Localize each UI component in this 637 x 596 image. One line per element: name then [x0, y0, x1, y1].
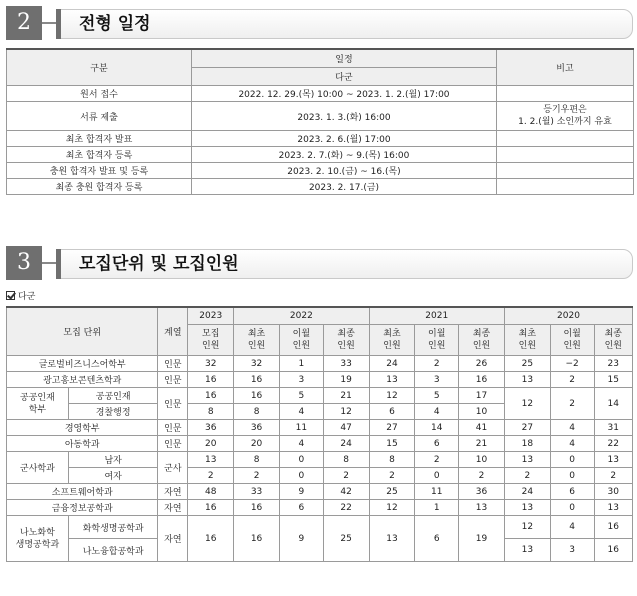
header-text: 최종 — [337, 329, 355, 339]
header-track: 계열 — [158, 307, 188, 356]
table-row — [7, 452, 633, 468]
value-cell: 31 — [594, 420, 632, 436]
value-cell: 32 — [188, 356, 234, 372]
section-3-header — [6, 246, 633, 280]
value-cell: 4 — [279, 404, 323, 420]
value-cell: 13 — [504, 539, 550, 562]
header-remark: 비고 — [497, 49, 634, 86]
row-note — [497, 179, 634, 195]
unit-name: 금융정보공학과 — [7, 500, 158, 516]
value-cell: 15 — [594, 372, 632, 388]
value-cell: 16 — [594, 516, 632, 539]
value-cell: 12 — [504, 388, 550, 420]
value-cell: 8 — [369, 452, 415, 468]
value-cell: 12 — [369, 388, 415, 404]
table-row — [7, 163, 634, 179]
row-date: 2023. 2. 7.(화) ~ 9.(목) 16:00 — [192, 147, 497, 163]
table-row — [7, 86, 634, 102]
header-text: 모집 — [202, 329, 220, 339]
value-cell: 2 — [415, 356, 459, 372]
checkbox-checked-icon — [6, 291, 15, 300]
header-text: 인원 — [383, 341, 401, 351]
row-date: 2023. 2. 17.(금) — [192, 179, 497, 195]
header-text: 인원 — [604, 341, 622, 351]
value-cell: 4 — [550, 436, 594, 452]
value-cell: 24 — [369, 356, 415, 372]
value-cell: 8 — [234, 404, 280, 420]
value-cell: 1 — [279, 356, 323, 372]
value-cell: 2 — [369, 468, 415, 484]
section-number: 2 — [6, 6, 42, 40]
unit-name: 여자 — [68, 468, 158, 484]
value-cell: 5 — [279, 388, 323, 404]
value-cell: 0 — [550, 452, 594, 468]
value-cell: 33 — [234, 484, 280, 500]
value-cell: 8 — [234, 452, 280, 468]
header-first — [504, 325, 550, 356]
value-cell: 16 — [188, 516, 234, 562]
value-cell: 27 — [369, 420, 415, 436]
value-cell: 0 — [279, 452, 323, 468]
section-2-header — [6, 6, 633, 40]
value-cell: 4 — [550, 420, 594, 436]
value-cell: 5 — [415, 388, 459, 404]
value-cell: 19 — [323, 372, 369, 388]
unit-group — [7, 388, 69, 420]
group-text: 학부 — [28, 404, 47, 415]
value-cell: 10 — [459, 404, 505, 420]
value-cell: 13 — [504, 452, 550, 468]
note-line: 등기우편은 — [543, 105, 587, 115]
value-cell: 36 — [459, 484, 505, 500]
note-line: 1. 2.(월) 소인까지 유효 — [518, 117, 612, 127]
table-row — [7, 131, 634, 147]
header-text: 인원 — [472, 341, 491, 351]
value-cell: 16 — [459, 372, 505, 388]
track: 자연 — [158, 500, 188, 516]
row-note — [497, 102, 634, 131]
value-cell: 2 — [550, 372, 594, 388]
value-cell: 3 — [415, 372, 459, 388]
header-year: 2022 — [234, 307, 369, 325]
value-cell: 13 — [504, 372, 550, 388]
value-cell: 26 — [459, 356, 505, 372]
unit-group: 군사학과 — [7, 452, 69, 484]
value-cell: 3 — [550, 539, 594, 562]
header-first — [234, 325, 280, 356]
table-row — [7, 436, 633, 452]
value-cell: 21 — [323, 388, 369, 404]
value-cell: 9 — [279, 516, 323, 562]
header-text: 이월 — [292, 329, 311, 339]
unit-name: 광고홍보콘텐츠학과 — [7, 372, 158, 388]
value-cell: 2 — [188, 468, 234, 484]
value-cell: 24 — [323, 436, 369, 452]
value-cell: 1 — [415, 500, 459, 516]
row-label: 최초 합격자 발표 — [7, 131, 192, 147]
value-cell: 13 — [594, 452, 632, 468]
unit-name: 화학생명공학과 — [68, 516, 158, 539]
table-row — [7, 179, 634, 195]
value-cell: 41 — [459, 420, 505, 436]
track: 자연 — [158, 484, 188, 500]
value-cell: 33 — [323, 356, 369, 372]
header-text: 인원 — [292, 341, 311, 351]
value-cell: 20 — [188, 436, 234, 452]
value-cell: 15 — [369, 436, 415, 452]
connector-line — [42, 22, 56, 24]
value-cell: 2 — [415, 452, 459, 468]
value-cell: 16 — [234, 388, 280, 404]
header-sub: 다군 — [192, 68, 497, 86]
unit-name: 아동학과 — [7, 436, 158, 452]
header-text: 인원 — [428, 341, 446, 351]
value-cell: 22 — [594, 436, 632, 452]
value-cell: 12 — [369, 500, 415, 516]
value-cell: 2 — [323, 468, 369, 484]
group-text: 공공인재 — [20, 392, 55, 403]
unit-name: 공공인재 — [68, 388, 158, 404]
value-cell: 6 — [415, 516, 459, 562]
value-cell: 25 — [323, 516, 369, 562]
header-year: 2021 — [369, 307, 504, 325]
header-text: 최종 — [472, 329, 491, 339]
header-first — [369, 325, 415, 356]
table-row — [7, 372, 633, 388]
section-number: 3 — [6, 246, 42, 280]
table-row — [7, 468, 633, 484]
table-row — [7, 102, 634, 131]
table-row — [7, 516, 633, 539]
header-final — [323, 325, 369, 356]
track: 인문 — [158, 436, 188, 452]
schedule-table — [6, 48, 634, 195]
table-row — [7, 500, 633, 516]
header-text: 최초 — [247, 329, 266, 339]
value-cell: 4 — [550, 516, 594, 539]
value-cell: 25 — [504, 356, 550, 372]
section-title-bar — [56, 9, 633, 39]
value-cell: 30 — [594, 484, 632, 500]
track: 군사 — [158, 452, 188, 484]
row-label: 원서 접수 — [7, 86, 192, 102]
section-title: 전형 일정 — [79, 14, 151, 34]
row-date: 2023. 2. 6.(월) 17:00 — [192, 131, 497, 147]
value-cell: 13 — [188, 452, 234, 468]
value-cell: 2 — [234, 468, 280, 484]
value-cell: 17 — [459, 388, 505, 404]
track: 인문 — [158, 356, 188, 372]
header-unit: 모집 단위 — [7, 307, 158, 356]
value-cell: 16 — [234, 500, 280, 516]
value-cell: 2 — [550, 388, 594, 420]
value-cell: 11 — [415, 484, 459, 500]
value-cell: 6 — [279, 500, 323, 516]
value-cell: 16 — [234, 516, 280, 562]
value-cell: 12 — [323, 404, 369, 420]
header-text: 인원 — [337, 341, 355, 351]
header-text: 이월 — [428, 329, 446, 339]
track: 인문 — [158, 420, 188, 436]
group-check — [6, 289, 35, 302]
value-cell: 6 — [369, 404, 415, 420]
group-text: 나노화학 — [20, 527, 55, 538]
value-cell: 16 — [188, 500, 234, 516]
row-note — [497, 86, 634, 102]
group-text: 생명공학과 — [15, 539, 60, 550]
table-row — [7, 356, 633, 372]
header-text: 인원 — [202, 341, 220, 351]
value-cell: 9 — [279, 484, 323, 500]
unit-name: 글로벌비즈니스어학부 — [7, 356, 158, 372]
group-label: 다군 — [18, 292, 36, 302]
value-cell: 14 — [415, 420, 459, 436]
value-cell: 20 — [234, 436, 280, 452]
value-cell: 19 — [459, 516, 505, 562]
value-cell: 36 — [188, 420, 234, 436]
quota-table — [6, 306, 633, 562]
row-date: 2022. 12. 29.(목) 10:00 ~ 2023. 1. 2.(월) 17:00 — [192, 86, 497, 102]
row-note — [497, 131, 634, 147]
row-note — [497, 163, 634, 179]
header-text: 최초 — [383, 329, 401, 339]
header-year: 2023 — [188, 307, 234, 325]
value-cell: 6 — [415, 436, 459, 452]
header-final — [459, 325, 505, 356]
header-final — [594, 325, 632, 356]
value-cell: 25 — [369, 484, 415, 500]
value-cell: 23 — [594, 356, 632, 372]
track: 자연 — [158, 516, 188, 562]
header-moved — [279, 325, 323, 356]
header-text: 최종 — [604, 329, 622, 339]
value-cell: 12 — [504, 516, 550, 539]
value-cell: 0 — [550, 468, 594, 484]
value-cell: 13 — [369, 516, 415, 562]
header-moved — [550, 325, 594, 356]
value-cell: 16 — [188, 388, 234, 404]
unit-name: 남자 — [68, 452, 158, 468]
value-cell: 27 — [504, 420, 550, 436]
table-row — [7, 147, 634, 163]
value-cell: 16 — [188, 372, 234, 388]
value-cell: 16 — [234, 372, 280, 388]
value-cell: 22 — [323, 500, 369, 516]
header-category: 구분 — [7, 49, 192, 86]
value-cell: 4 — [279, 436, 323, 452]
header-text: 이월 — [563, 329, 581, 339]
value-cell: 10 — [459, 452, 505, 468]
row-date: 2023. 2. 10.(금) ~ 16.(목) — [192, 163, 497, 179]
value-cell: −2 — [550, 356, 594, 372]
value-cell: 18 — [504, 436, 550, 452]
value-cell: 47 — [323, 420, 369, 436]
value-cell: 24 — [504, 484, 550, 500]
header-quota — [188, 325, 234, 356]
value-cell: 48 — [188, 484, 234, 500]
unit-group — [7, 516, 69, 562]
value-cell: 0 — [279, 468, 323, 484]
value-cell: 13 — [504, 500, 550, 516]
row-label: 최초 합격자 등록 — [7, 147, 192, 163]
row-note — [497, 147, 634, 163]
value-cell: 0 — [415, 468, 459, 484]
value-cell: 11 — [279, 420, 323, 436]
unit-name: 경찰행정 — [68, 404, 158, 420]
value-cell: 2 — [504, 468, 550, 484]
unit-name: 경영학부 — [7, 420, 158, 436]
row-date: 2023. 1. 3.(화) 16:00 — [192, 102, 497, 131]
value-cell: 2 — [459, 468, 505, 484]
header-text: 인원 — [247, 341, 266, 351]
value-cell: 21 — [459, 436, 505, 452]
value-cell: 8 — [188, 404, 234, 420]
row-label: 최종 충원 합격자 등록 — [7, 179, 192, 195]
value-cell: 0 — [550, 500, 594, 516]
value-cell: 13 — [459, 500, 505, 516]
value-cell: 14 — [594, 388, 632, 420]
value-cell: 42 — [323, 484, 369, 500]
table-row — [7, 484, 633, 500]
header-text: 인원 — [563, 341, 581, 351]
value-cell: 16 — [594, 539, 632, 562]
value-cell: 3 — [279, 372, 323, 388]
unit-name: 나노융합공학과 — [68, 539, 158, 562]
value-cell: 13 — [594, 500, 632, 516]
header-moved — [415, 325, 459, 356]
value-cell: 32 — [234, 356, 280, 372]
value-cell: 2 — [594, 468, 632, 484]
unit-name: 소프트웨어학과 — [7, 484, 158, 500]
header-text: 최초 — [518, 329, 537, 339]
section-title: 모집단위 및 모집인원 — [79, 254, 239, 274]
table-row — [7, 420, 633, 436]
value-cell: 8 — [323, 452, 369, 468]
track: 인문 — [158, 388, 188, 420]
header-text: 인원 — [518, 341, 537, 351]
header-year: 2020 — [504, 307, 632, 325]
row-label: 서류 제출 — [7, 102, 192, 131]
section-title-bar — [56, 249, 633, 279]
connector-line — [42, 262, 56, 264]
header-schedule: 일정 — [192, 49, 497, 68]
value-cell: 4 — [415, 404, 459, 420]
table-row — [7, 388, 633, 404]
row-label: 충원 합격자 발표 및 등록 — [7, 163, 192, 179]
value-cell: 13 — [369, 372, 415, 388]
value-cell: 6 — [550, 484, 594, 500]
value-cell: 36 — [234, 420, 280, 436]
track: 인문 — [158, 372, 188, 388]
